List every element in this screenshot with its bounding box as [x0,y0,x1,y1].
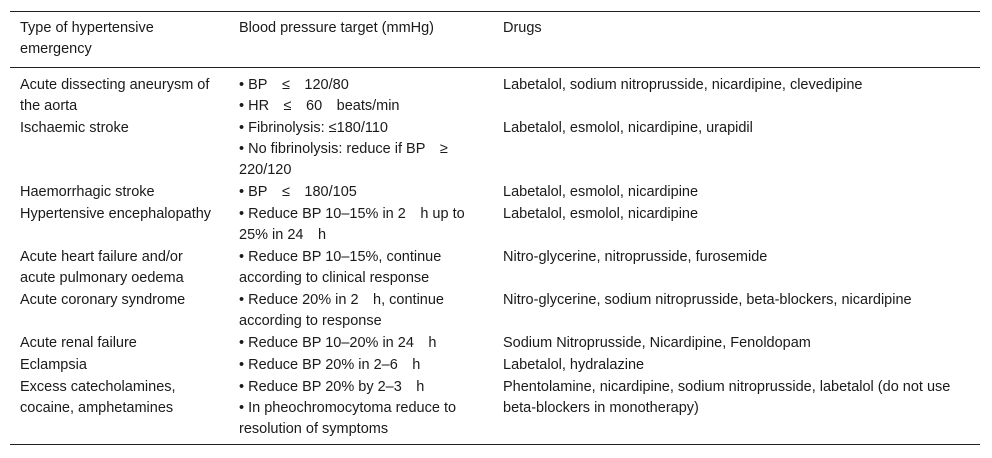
header-type: Type of hypertensive emergency [20,20,154,57]
cell-target [229,377,493,445]
cell-target [229,182,493,204]
cell-type: Eclampsia [20,357,87,373]
cell-drugs: Labetalol, esmolol, nicardipine, urapidil [503,120,753,136]
target-line: • HR ≤ 60 beats/min [239,98,400,114]
cell-target [229,290,493,333]
target-line: • Reduce BP 10–20% in 24 h [239,335,437,351]
cell-type: Excess catecholamines, cocaine, amphetamines [20,379,176,416]
hypertensive-emergency-table-container [10,11,980,445]
table-row [10,118,980,182]
cell-type: Hypertensive encephalopathy [20,206,212,222]
table-row [10,377,980,445]
target-line: • No fibrinolysis: reduce if BP ≥ 220/120 [239,141,463,178]
cell-target [229,247,493,290]
table-row [10,204,980,247]
cell-type: Acute heart failure and/or acute pulmonary oedema [20,249,184,286]
table-row [10,247,980,290]
table-body [10,68,980,445]
cell-target [229,204,493,247]
target-line: • Reduce 20% in 2 h, continue according to response [239,292,449,329]
table-row [10,68,980,119]
header-target: Blood pressure target (mmHg) [239,20,435,36]
target-line: • Reduce BP 10–15% in 2 h up to 25% in 24 h [239,206,469,243]
table-row [10,182,980,204]
target-line: • Fibrinolysis: ≤180/110 [239,120,388,136]
cell-drugs: Nitro-glycerine, sodium nitroprusside, beta-blockers, nicardipine [503,292,912,308]
header-drugs: Drugs [503,20,542,36]
cell-drugs: Labetalol, esmolol, nicardipine [503,206,699,222]
target-line: • Reduce BP 20% by 2–3 h [239,379,425,395]
target-line: • BP ≤ 180/105 [239,184,357,200]
cell-drugs: Nitro-glycerine, nitroprusside, furosemide [503,249,768,265]
table-row [10,355,980,377]
target-line: • Reduce BP 20% in 2–6 h [239,357,421,373]
cell-drugs: Phentolamine, nicardipine, sodium nitroprusside, labetalol (do not use beta-blockers in monotherapy) [503,379,951,416]
cell-target [229,333,493,355]
table-header [10,12,980,68]
cell-drugs: Labetalol, esmolol, nicardipine [503,184,699,200]
cell-type: Acute dissecting aneurysm of the aorta [20,77,210,114]
cell-drugs: Sodium Nitroprusside, Nicardipine, Fenoldopam [503,335,811,351]
target-line: • BP ≤ 120/80 [239,77,349,93]
cell-type: Ischaemic stroke [20,120,129,136]
cell-target [229,118,493,182]
cell-target [229,355,493,377]
table-row [10,290,980,333]
cell-drugs: Labetalol, hydralazine [503,357,645,373]
table-row [10,333,980,355]
cell-type: Acute renal failure [20,335,137,351]
target-line: • Reduce BP 10–15%, continue according to clinical response [239,249,446,286]
cell-type: Acute coronary syndrome [20,292,186,308]
cell-type: Haemorrhagic stroke [20,184,155,200]
cell-drugs: Labetalol, sodium nitroprusside, nicardipine, clevedipine [503,77,863,93]
cell-target [229,68,493,119]
target-line: • In pheochromocytoma reduce to resolution of symptoms [239,400,461,437]
header-row [10,12,980,68]
hypertensive-emergency-table [10,11,980,445]
